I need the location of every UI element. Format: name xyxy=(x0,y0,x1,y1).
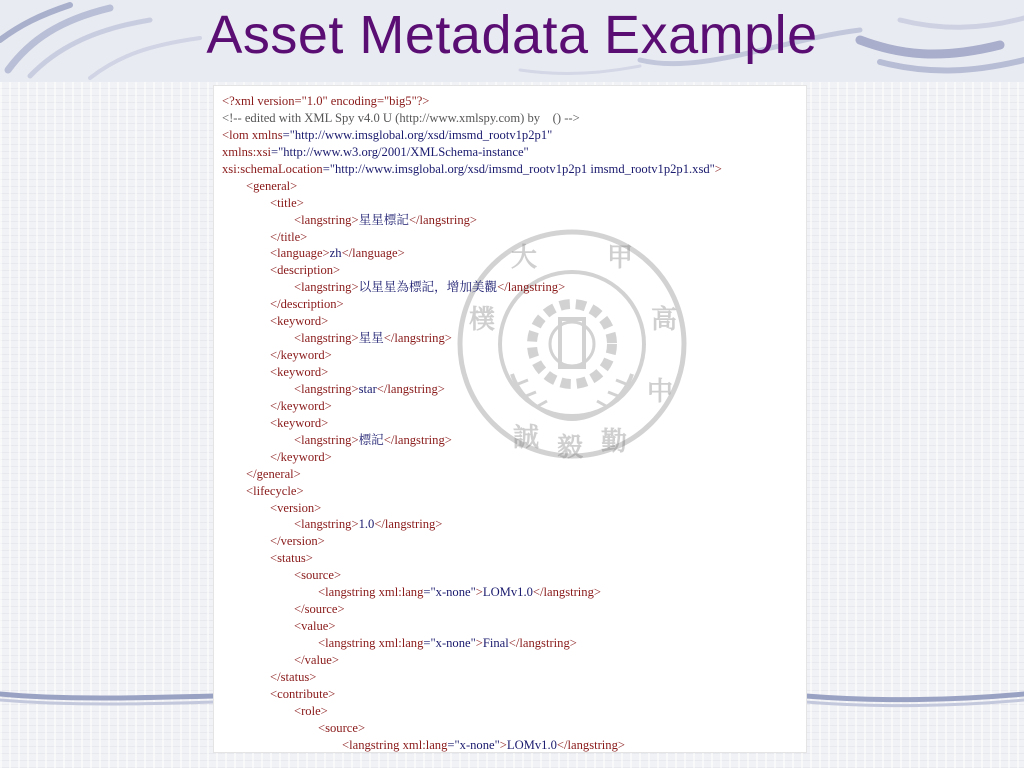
xml-token: ="x-none" xyxy=(423,636,476,650)
xml-line xyxy=(222,330,806,347)
xml-line xyxy=(222,652,806,669)
xml-document-image xyxy=(214,86,806,752)
xml-line xyxy=(222,161,806,178)
xml-token: </langstring> xyxy=(532,585,601,600)
seal-character: 樸 xyxy=(468,305,496,335)
xml-line xyxy=(222,635,806,652)
xml-line xyxy=(222,466,806,483)
xml-token: LOMv1.0 xyxy=(482,585,533,600)
xml-token: </keyword> xyxy=(270,348,332,363)
xml-token: > xyxy=(499,737,507,752)
xml-token: </langstring> xyxy=(376,381,445,396)
xml-token: 星星標記 xyxy=(358,212,409,227)
xml-line xyxy=(222,127,806,144)
xml-token: <?xml version="1.0" encoding="big5"?> xyxy=(222,94,430,108)
seal-character: 高 xyxy=(650,305,678,335)
xml-line xyxy=(222,415,806,432)
xml-token: <!-- edited with XML Spy v4.0 U (http://www.xmlspy.com) by () --> xyxy=(222,110,580,125)
xml-line xyxy=(222,110,806,127)
xml-token: <description> xyxy=(270,263,341,278)
xml-token: > xyxy=(475,585,483,600)
xml-token: <contribute> xyxy=(270,686,336,701)
xml-code-listing xyxy=(214,86,806,752)
xml-token: </keyword> xyxy=(270,449,332,464)
xml-token: <keyword> xyxy=(270,314,329,329)
seal-character: 甲 xyxy=(606,243,634,273)
xml-token: zh xyxy=(329,246,342,261)
seal-character: 勤 xyxy=(600,427,628,457)
xml-token: Final xyxy=(482,636,509,650)
xml-token: xmlns xyxy=(251,127,283,142)
xml-line xyxy=(222,313,806,330)
xml-line xyxy=(222,618,806,635)
xml-token: <keyword> xyxy=(270,415,329,430)
xml-line xyxy=(222,483,806,500)
xml-token: ="http://www.w3.org/2001/XMLSchema-instance" xyxy=(271,144,529,159)
xml-line xyxy=(222,500,806,517)
xml-token: ="x-none" xyxy=(447,737,500,752)
xml-line xyxy=(222,398,806,415)
seal-character: 中 xyxy=(646,377,674,407)
xml-token: ="http://www.imsglobal.org/xsd/imsmd_rootv1p2p1" xyxy=(282,127,553,142)
xml-line xyxy=(222,212,806,229)
xml-token: </langstring> xyxy=(374,517,443,532)
xml-token: ="x-none" xyxy=(423,585,476,600)
xml-line xyxy=(222,245,806,262)
xml-token: </language> xyxy=(341,246,405,261)
xml-token: star xyxy=(358,381,377,396)
xml-token: 標記 xyxy=(358,432,384,447)
xml-token: <status> xyxy=(270,551,313,566)
xml-token: xsi:schemaLocation xyxy=(222,161,323,176)
xml-token: </version> xyxy=(270,534,325,549)
xml-token: xml:lang xyxy=(402,737,448,752)
xml-line xyxy=(222,584,806,601)
xml-line xyxy=(222,601,806,618)
xml-token: <lom xyxy=(222,127,252,142)
xml-line xyxy=(222,364,806,381)
xml-token: <keyword> xyxy=(270,365,329,379)
xml-token: <version> xyxy=(270,500,322,515)
xml-token: <langstring> xyxy=(294,432,359,447)
seal-character: 毅 xyxy=(556,433,584,463)
xml-line xyxy=(222,686,806,703)
xml-token: xml:lang xyxy=(378,636,424,650)
xml-token: ="http://www.imsglobal.org/xsd/imsmd_rootv1p2p1 imsmd_rootv1p2p1.xsd" xyxy=(322,161,715,176)
xml-line xyxy=(222,381,806,398)
xml-token: </keyword> xyxy=(270,398,332,413)
xml-token: <value> xyxy=(294,619,336,634)
xml-token: <langstring> xyxy=(294,280,359,295)
xml-line xyxy=(222,516,806,533)
xml-line xyxy=(222,296,806,313)
xml-token: </source> xyxy=(294,602,345,617)
xml-line xyxy=(222,93,806,110)
xml-line xyxy=(222,720,806,737)
seal-character: 誠 xyxy=(512,423,540,453)
xml-token: <lifecycle> xyxy=(246,483,304,498)
xml-token: <langstring xyxy=(318,585,379,600)
xml-token: <role> xyxy=(294,703,328,718)
xml-token: <source> xyxy=(318,720,366,735)
xml-token: <langstring> xyxy=(294,381,359,396)
xml-token: </langstring> xyxy=(508,636,577,650)
xml-token: </description> xyxy=(270,297,344,312)
seal-character: 大 xyxy=(510,243,538,273)
xml-token: <langstring> xyxy=(294,331,359,346)
xml-token: </value> xyxy=(294,652,339,667)
xml-token: <language> xyxy=(270,246,330,261)
xml-line xyxy=(222,737,806,752)
xml-line xyxy=(222,703,806,720)
xml-token: <langstring> xyxy=(294,212,359,227)
xml-token: </langstring> xyxy=(408,212,478,227)
xml-line xyxy=(222,195,806,212)
xml-token: <langstring xyxy=(342,737,403,752)
xml-line xyxy=(222,533,806,550)
xml-token: LOMv1.0 xyxy=(506,737,557,752)
xml-line xyxy=(222,567,806,584)
xml-token: <title> xyxy=(270,195,304,210)
xml-token: <source> xyxy=(294,568,342,583)
xml-token: 1.0 xyxy=(358,517,375,532)
xml-line xyxy=(222,432,806,449)
xml-line xyxy=(222,550,806,567)
xml-token: </status> xyxy=(270,669,317,684)
slide-title: Asset Metadata Example xyxy=(206,5,818,65)
xml-token: </title> xyxy=(270,229,308,244)
xml-line xyxy=(222,144,806,161)
xml-line xyxy=(222,262,806,279)
xml-token: <general> xyxy=(246,178,298,193)
xml-line xyxy=(222,178,806,195)
xml-token: <langstring> xyxy=(294,517,359,532)
xml-token: > xyxy=(714,161,722,176)
xml-token: </langstring> xyxy=(383,331,452,346)
xml-token: </langstring> xyxy=(383,432,452,447)
xml-line xyxy=(222,347,806,364)
xml-token: 以星星為標記，增加美觀 xyxy=(358,280,498,295)
xml-token: xmlns:xsi xyxy=(222,144,271,159)
xml-token: > xyxy=(475,636,483,650)
xml-line xyxy=(222,279,806,296)
xml-token: </langstring> xyxy=(556,737,625,752)
xml-token: </general> xyxy=(246,466,301,481)
xml-token: </langstring> xyxy=(497,280,566,295)
xml-line xyxy=(222,449,806,466)
xml-token: <langstring xyxy=(318,636,379,650)
xml-token: xml:lang xyxy=(378,585,424,600)
xml-line xyxy=(222,229,806,246)
xml-line xyxy=(222,669,806,686)
xml-token: 星星 xyxy=(358,331,384,346)
title-banner xyxy=(0,0,1024,82)
